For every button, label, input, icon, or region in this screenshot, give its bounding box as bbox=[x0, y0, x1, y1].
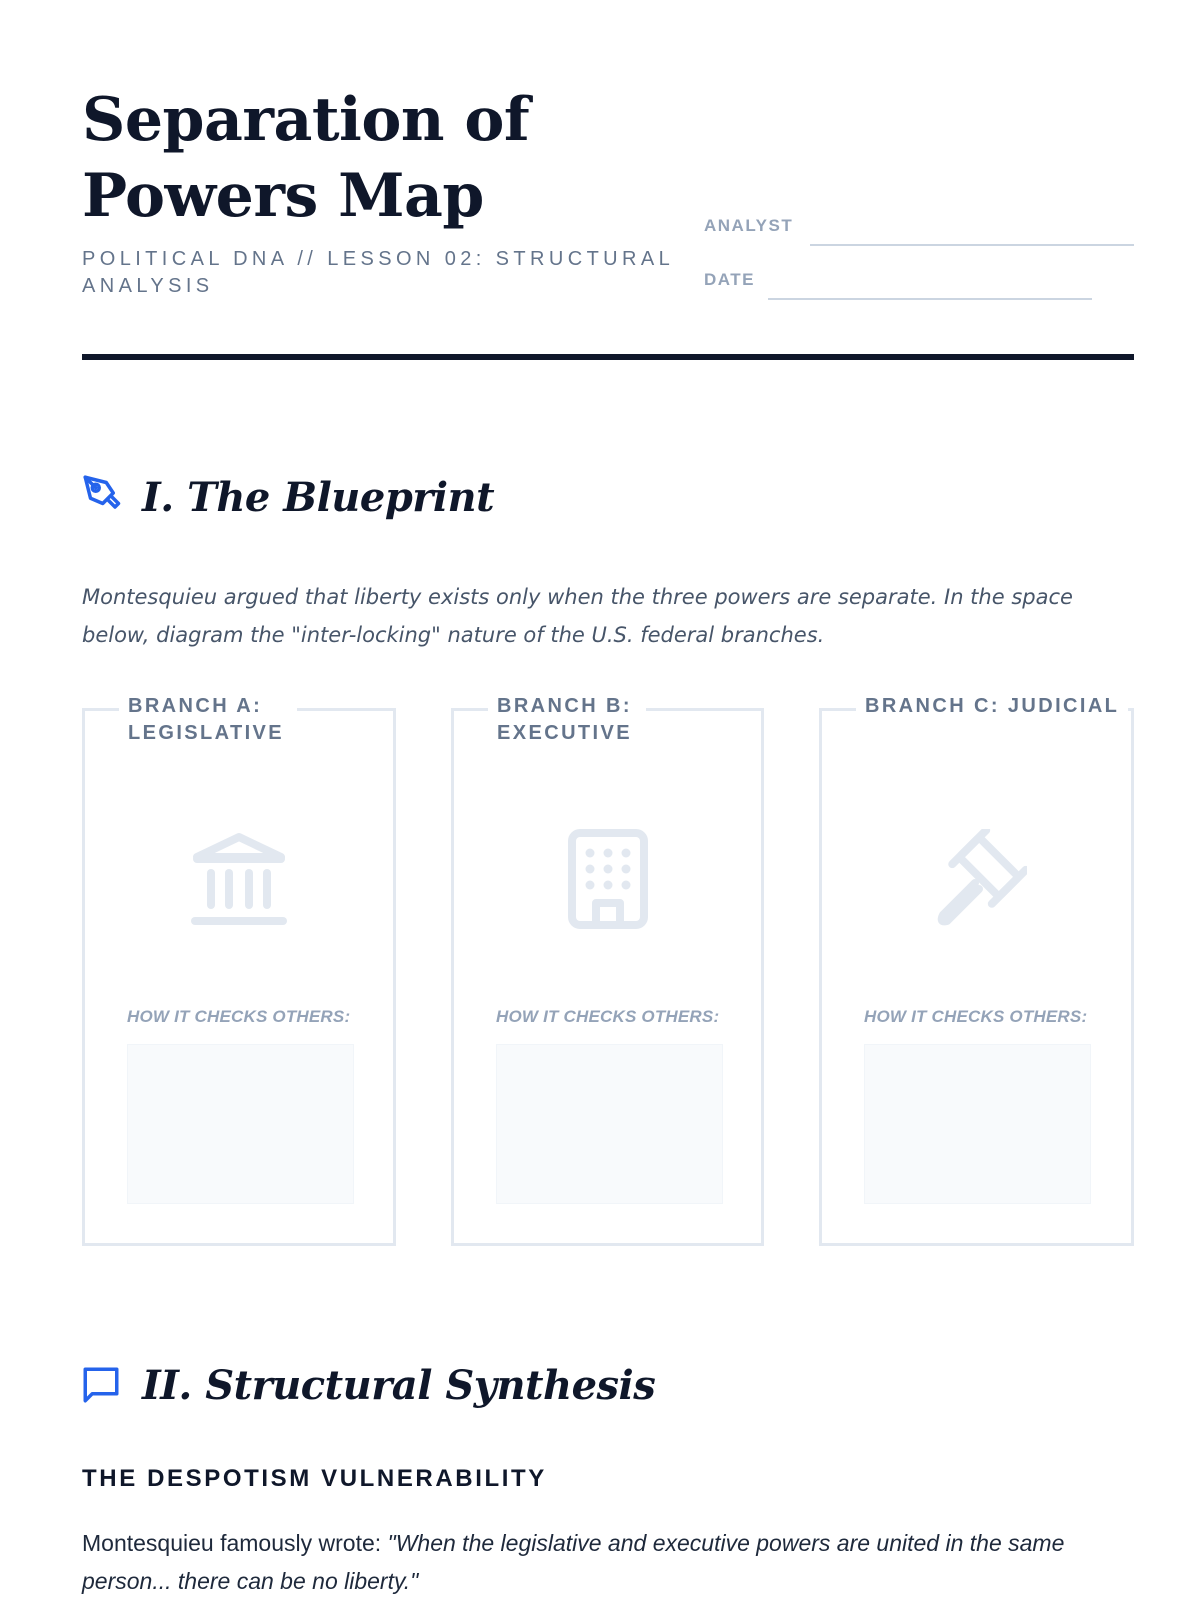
speech-bubble-icon bbox=[80, 1364, 122, 1406]
branch-label: BRANCH C: JUDICIAL bbox=[856, 693, 1128, 720]
checks-label: HOW IT CHECKS OTHERS: bbox=[864, 1007, 1088, 1026]
checks-label: HOW IT CHECKS OTHERS: bbox=[496, 1007, 720, 1026]
checks-answer-box[interactable] bbox=[496, 1044, 723, 1204]
blueprint-intro: Montesquieu argued that liberty exists only when the three powers are separate. In the space below, diagram the "inter-locking" nature of the U.S. federal branches. bbox=[82, 585, 1073, 647]
montesquieu-quote: "When the legislative and executive powers are united in the same person... there can be no liberty." bbox=[82, 1530, 1065, 1594]
checks-answer-box[interactable] bbox=[127, 1044, 354, 1204]
quote-lead: Montesquieu famously wrote: bbox=[82, 1530, 388, 1556]
date-label: DATE bbox=[704, 270, 756, 289]
section-title-blueprint: I. The Blueprint bbox=[142, 474, 495, 521]
branch-label: BRANCH B: EXECUTIVE bbox=[488, 693, 646, 747]
quote-paragraph bbox=[82, 1524, 1134, 1600]
analyst-field[interactable] bbox=[810, 244, 1134, 246]
branch-card-legislative bbox=[82, 695, 396, 1246]
gavel-icon bbox=[927, 829, 1027, 929]
branch-card-judicial bbox=[819, 695, 1134, 1246]
checks-answer-box[interactable] bbox=[864, 1044, 1091, 1204]
checks-label: HOW IT CHECKS OTHERS: bbox=[127, 1007, 351, 1026]
capitol-building-icon bbox=[189, 829, 289, 929]
branch-card-executive bbox=[451, 695, 764, 1246]
office-building-icon bbox=[558, 829, 658, 929]
pen-tool-icon bbox=[80, 472, 122, 514]
date-field[interactable] bbox=[768, 298, 1092, 300]
analyst-label: ANALYST bbox=[704, 216, 794, 235]
header-divider bbox=[82, 354, 1134, 360]
branch-label: BRANCH A: LEGISLATIVE bbox=[119, 693, 297, 747]
subheading-despotism: THE DESPOTISM VULNERABILITY bbox=[82, 1465, 547, 1492]
page-subtitle: POLITICAL DNA // LESSON 02: STRUCTURAL ANALYSIS bbox=[82, 248, 674, 297]
page-title: Separation of Powers Map bbox=[82, 85, 530, 231]
section-title-synthesis: II. Structural Synthesis bbox=[142, 1362, 656, 1409]
